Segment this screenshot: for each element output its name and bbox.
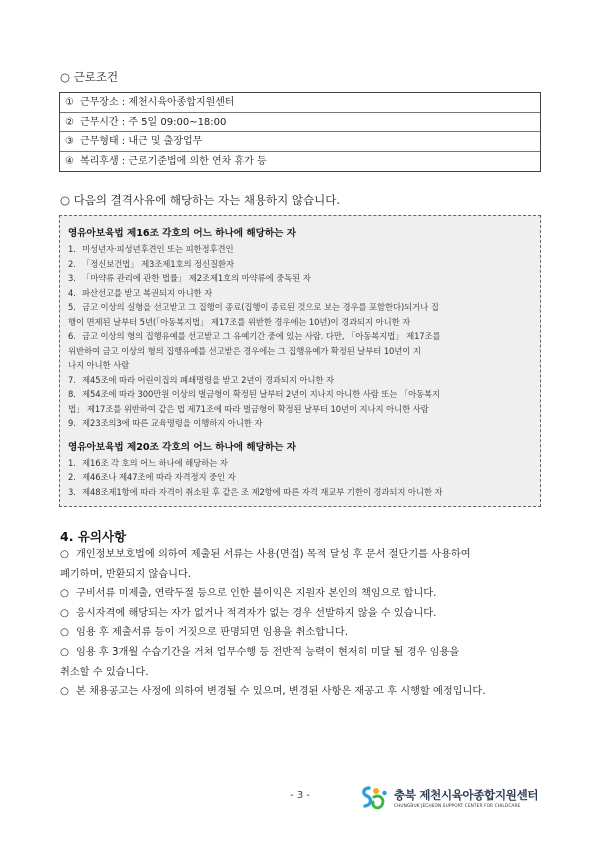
item-text-line: 취소할 수 있습니다. xyxy=(60,666,149,678)
item-text-line: 금고 이상의 실형을 선고받고 그 집행이 종료(집행이 종료된 것으로 보는 경우를 포함한다)되거나 집 xyxy=(82,302,439,312)
item-text-line: 금고 이상의 형의 집행유예를 선고받고 그 유예기간 중에 있는 사람. 다만, 「아동복지법」 제17조를 xyxy=(82,331,441,341)
disqualification-item xyxy=(68,329,532,373)
item-text-line: 임용 후 3개월 수습기간을 거쳐 업무수행 등 전반적 능력이 현저히 미달 될 경우 임용을 xyxy=(76,646,460,658)
organization-name: 충북 제천시육아종합지원센터 xyxy=(394,788,539,802)
work-condition-row xyxy=(60,93,540,113)
item-number: 3. xyxy=(68,486,76,497)
circle-bullet: ○ xyxy=(60,646,69,658)
note-item xyxy=(60,682,542,702)
work-conditions-table xyxy=(59,92,541,172)
childcare-center-logo-icon xyxy=(360,785,390,813)
item-text-line: 미성년자·피성년후견인 또는 피한정후견인 xyxy=(82,244,234,254)
item-text-line: 본 채용공고는 사정에 의하여 변경될 수 있으며, 변경된 사항은 재공고 후 시행할 예정입니다. xyxy=(76,686,486,698)
work-condition-text: 근무형태 : 내근 및 출장업무 xyxy=(79,136,203,147)
disqualification-item xyxy=(68,300,532,329)
notes-list xyxy=(60,545,542,702)
work-condition-row xyxy=(60,113,540,133)
item-text-line: 나지 아니한 사람 xyxy=(68,360,130,370)
item-number: 7. xyxy=(68,374,76,385)
organization-name-english: CHUNGBUK JECHEON SUPPORT CENTER FOR CHILDCARE xyxy=(394,804,521,809)
article-20-list xyxy=(68,456,532,500)
item-text-line: 제16조 각 호의 어느 하나에 해당하는 자 xyxy=(82,457,228,468)
disqualification-item xyxy=(68,485,532,500)
item-text-line: 제54조에 따라 300만원 이상의 벌금형이 확정된 날부터 2년이 지나지 아니한 사람 또는 「아동복지 xyxy=(82,389,441,399)
item-text-line: 임용 후 제출서류 등이 거짓으로 판명되면 임용을 취소합니다. xyxy=(76,627,348,639)
note-item xyxy=(60,584,542,604)
notes-title: 4. 유의사항 xyxy=(60,529,127,544)
disqualification-item xyxy=(68,286,532,301)
item-text-line: 구비서류 미제출, 연락두절 등으로 인한 불이익은 지원자 본인의 책임으로 합니다. xyxy=(76,588,437,600)
circle-bullet: ○ xyxy=(60,686,69,698)
disqualification-box xyxy=(59,215,541,507)
disqualification-item xyxy=(68,387,532,416)
circled-number: ② xyxy=(65,116,74,128)
page-number: - 3 - xyxy=(290,790,310,801)
circle-bullet: ○ xyxy=(60,588,69,600)
footer-logo xyxy=(360,781,545,817)
disqualification-item xyxy=(68,373,532,388)
item-number: 4. xyxy=(68,287,76,298)
work-conditions-heading: ○ 근로조건 xyxy=(60,70,119,84)
work-condition-text: 근무장소 : 제천시육아종합지원센터 xyxy=(79,97,235,108)
item-number: 2. xyxy=(68,258,76,269)
item-number: 1. xyxy=(68,457,76,468)
item-number: 2. xyxy=(68,472,76,482)
item-text-line: 제23조의3에 따른 교육명령을 이행하지 아니한 자 xyxy=(82,418,263,428)
circled-number: ① xyxy=(65,97,74,108)
work-condition-row xyxy=(60,152,540,172)
item-number: 8. xyxy=(68,389,76,399)
item-number: 6. xyxy=(68,331,76,341)
note-item xyxy=(60,623,542,643)
item-number: 5. xyxy=(68,302,76,312)
work-condition-text: 복리후생 : 근로기준법에 의한 연차 휴가 등 xyxy=(79,155,267,167)
item-text-line: 제48조제1항에 따라 자격이 취소된 후 같은 조 제2항에 따른 자격 재교부 기한이 경과되지 아니한 자 xyxy=(82,486,443,497)
article-16-list xyxy=(68,242,532,431)
note-item xyxy=(60,545,542,584)
disqualification-item xyxy=(68,242,532,257)
item-number: 9. xyxy=(68,418,76,428)
disqualification-heading: ○ 다음의 결격사유에 해당하는 자는 채용하지 않습니다. xyxy=(60,193,341,207)
circle-bullet: ○ xyxy=(60,627,69,639)
item-text-line: 폐기하며, 반환되지 않습니다. xyxy=(60,568,192,580)
item-text-line: 개인정보보호법에 의하여 제출된 서류는 사용(면접) 목적 달성 후 문서 절단기를 사용하여 xyxy=(76,549,471,560)
note-item xyxy=(60,643,542,682)
work-condition-text: 근무시간 : 주 5일 09:00~18:00 xyxy=(79,116,227,128)
disqualification-item xyxy=(68,470,532,485)
circled-number: ③ xyxy=(65,136,74,147)
item-number: 1. xyxy=(68,244,76,254)
disqualification-item xyxy=(68,257,532,272)
item-text-line: 제45조에 따라 어린이집의 폐쇄명령을 받고 2년이 경과되지 아니한 자 xyxy=(82,374,334,385)
item-text-line: 제46조나 제47조에 따라 자격정지 중인 자 xyxy=(82,472,236,482)
note-item xyxy=(60,604,542,624)
disqualification-item xyxy=(68,456,532,471)
item-text-line: 「마약류 관리에 관한 법률」 제2조제1호의 마약류에 중독된 자 xyxy=(82,273,311,283)
circle-bullet: ○ xyxy=(60,607,69,619)
item-number: 3. xyxy=(68,273,76,283)
item-text-line: 법」 제17조를 위반하여 같은 법 제71조에 따라 벌금형이 확정된 날부터 10년이 지나지 아니한 사람 xyxy=(68,403,429,414)
item-text-line: 「정신보건법」 제3조제1호의 정신질환자 xyxy=(82,258,234,269)
article-16-title: 영유아보육법 제16조 각호의 어느 하나에 해당하는 자 xyxy=(68,228,297,239)
circle-bullet: ○ xyxy=(60,549,69,560)
disqualification-item xyxy=(68,271,532,286)
item-text-line: 파산선고를 받고 복권되지 아니한 자 xyxy=(82,287,213,298)
article-20-title: 영유아보육법 제20조 각호의 어느 하나에 해당하는 자 xyxy=(68,441,297,453)
item-text-line: 위반하여 금고 이상의 형의 집행유예를 선고받은 경우에는 그 집행유예가 확정된 날부터 10년이 지 xyxy=(68,345,421,356)
work-condition-row xyxy=(60,132,540,152)
item-text-line: 응시자격에 해당되는 자가 없거나 적격자가 없는 경우 선발하지 않을 수 있습니다. xyxy=(76,607,437,619)
item-text-line: 행이 면제된 날부터 5년(「아동복지법」 제17조를 위반한 경우에는 10년)이 경과되지 아니한 자 xyxy=(68,316,411,327)
circled-number: ④ xyxy=(65,155,74,167)
disqualification-item xyxy=(68,416,532,431)
